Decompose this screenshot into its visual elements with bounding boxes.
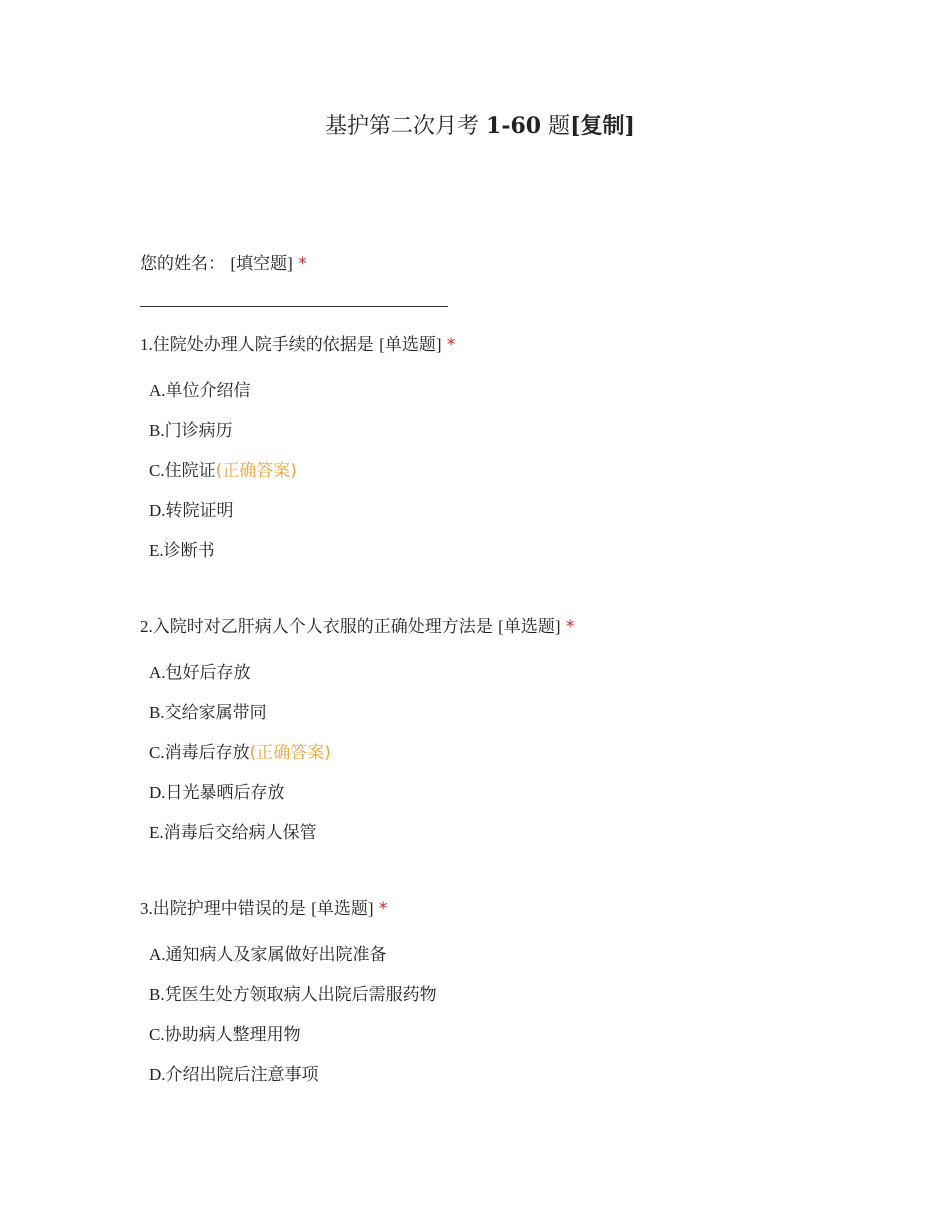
question-2-option-d[interactable] (149, 781, 285, 805)
question-1-option-b[interactable] (149, 419, 233, 443)
option-text: 门诊病历 (164, 421, 233, 441)
page-title (0, 110, 950, 143)
required-mark: * (298, 254, 307, 274)
option-key: D. (149, 1065, 166, 1084)
title-tail: 题 (548, 114, 571, 139)
question-number: 1. (140, 335, 153, 354)
question-1-title (140, 333, 455, 357)
option-text: 单位介绍信 (165, 381, 251, 401)
name-question-type: [填空题] (230, 254, 293, 273)
option-key: B. (149, 421, 165, 440)
option-key: E. (149, 541, 164, 560)
option-text: 协助病人整理用物 (164, 1025, 301, 1045)
correct-answer-mark: (正确答案) (249, 743, 331, 763)
question-1-option-a[interactable] (149, 379, 251, 403)
question-2-option-b[interactable] (149, 701, 267, 725)
option-key: B. (149, 985, 165, 1004)
option-text: 住院证 (164, 461, 216, 481)
question-1-option-e[interactable] (149, 539, 215, 563)
question-3-option-c[interactable] (149, 1023, 301, 1047)
question-1-option-c[interactable] (149, 459, 297, 483)
option-key: A. (149, 945, 166, 964)
option-text: 诊断书 (163, 541, 215, 561)
title-main: 基护第二次月考 (325, 114, 480, 139)
option-text: 凭医生处方领取病人出院后需服药物 (164, 985, 437, 1005)
question-text: 出院护理中错误的是 (152, 899, 306, 919)
option-key: A. (149, 663, 166, 682)
option-text: 介绍出院后注意事项 (165, 1065, 319, 1085)
question-number: 2. (140, 617, 153, 636)
option-text: 日光暴晒后存放 (165, 783, 285, 803)
question-2-option-e[interactable] (149, 821, 317, 845)
option-text: 通知病人及家属做好出院准备 (165, 945, 387, 965)
title-copy-tag: [复制] (570, 113, 635, 139)
name-question (140, 252, 307, 276)
question-3-option-a[interactable] (149, 943, 387, 967)
option-key: C. (149, 461, 165, 480)
option-key: C. (149, 743, 165, 762)
required-mark: * (565, 617, 575, 637)
option-key: D. (149, 783, 166, 802)
question-2-option-c[interactable] (149, 741, 331, 765)
required-mark: * (446, 335, 456, 355)
option-key: C. (149, 1025, 165, 1044)
question-type: [单选题] (498, 617, 561, 636)
question-3-title (140, 897, 387, 921)
option-key: B. (149, 703, 165, 722)
correct-answer-mark: (正确答案) (215, 461, 297, 481)
title-range: 1-60 (486, 113, 542, 139)
name-label: 您的姓名： (140, 254, 225, 274)
question-text: 入院时对乙肝病人个人衣服的正确处理方法是 (152, 617, 493, 637)
name-input-line[interactable] (140, 306, 448, 307)
option-text: 转院证明 (165, 501, 234, 521)
option-key: D. (149, 501, 166, 520)
question-type: [单选题] (311, 899, 374, 918)
option-text: 交给家属带同 (164, 703, 267, 723)
question-3-option-b[interactable] (149, 983, 437, 1007)
option-key: E. (149, 823, 164, 842)
question-3-option-d[interactable] (149, 1063, 319, 1087)
required-mark: * (378, 899, 388, 919)
option-text: 消毒后存放 (164, 743, 250, 763)
question-2-title (140, 615, 574, 639)
question-type: [单选题] (379, 335, 442, 354)
question-text: 住院处办理人院手续的依据是 (152, 335, 374, 355)
option-text: 消毒后交给病人保管 (163, 823, 317, 843)
question-1-option-d[interactable] (149, 499, 234, 523)
question-number: 3. (140, 899, 153, 918)
option-key: A. (149, 381, 166, 400)
question-2-option-a[interactable] (149, 661, 251, 685)
option-text: 包好后存放 (165, 663, 251, 683)
